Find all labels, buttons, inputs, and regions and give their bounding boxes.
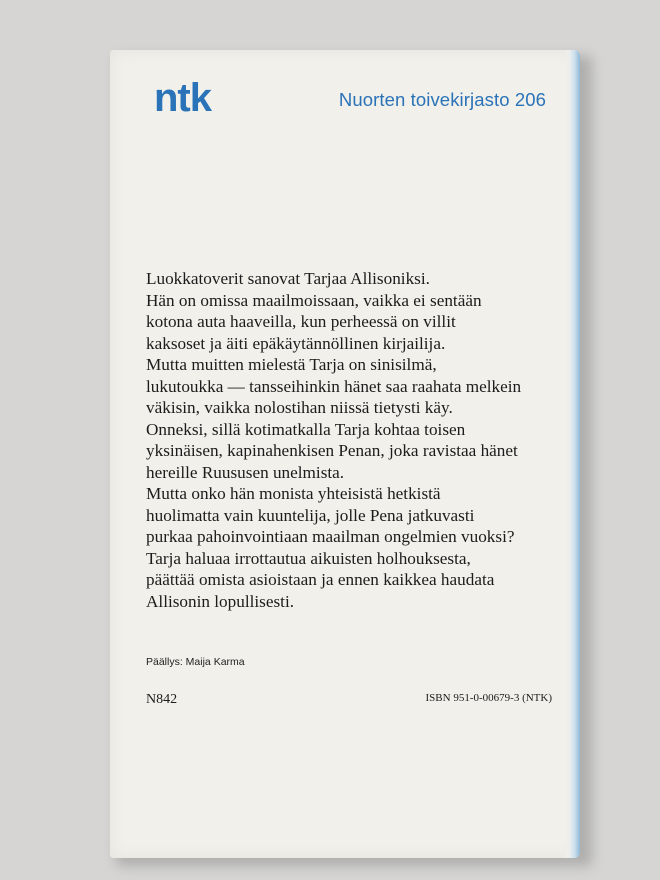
blurb-line: päättää omista asioistaan ja ennen kaikkea haudata xyxy=(146,570,495,589)
blurb-line: Mutta muitten mielestä Tarja on sinisilmä, xyxy=(146,355,437,374)
book-back-cover xyxy=(110,50,580,858)
publisher-logo: ntk xyxy=(154,76,211,120)
blurb-line: kaksoset ja äiti epäkäytännöllinen kirjailija. xyxy=(146,333,446,353)
blurb-line: Mutta onko hän monista yhteisistä hetkistä xyxy=(146,484,441,503)
isbn: ISBN 951-0-00679-3 (NTK) xyxy=(425,692,552,704)
blurb-line: yksinäisen, kapinahenkisen Penan, joka ravistaa hänet xyxy=(146,441,518,460)
series-title: Nuorten toivekirjasto 206 xyxy=(338,89,546,110)
blurb-line: lukutoukka — tansseihinkin hänet saa raahata melkein xyxy=(146,376,522,396)
blurb-line: huolimatta vain kuuntelija, jolle Pena jatkuvasti xyxy=(146,505,475,525)
blurb-line: Hän on omissa maailmoissaan, vaikka ei sentään xyxy=(146,290,482,310)
blurb-line: kotona auta haaveilla, kun perheessä on villit xyxy=(146,312,456,331)
blurb-line: purkaa pahoinvointiaan maailman ongelmien vuoksi? xyxy=(146,527,515,546)
spine-edge xyxy=(566,50,580,858)
blurb-line: hereille Ruususen unelmista. xyxy=(146,462,345,482)
blurb-line: Onneksi, sillä kotimatkalla Tarja kohtaa toisen xyxy=(146,419,466,439)
blurb-line: Luokkatoverit sanovat Tarjaa Allisoniksi. xyxy=(146,269,430,288)
catalog-code: N842 xyxy=(146,692,178,707)
blurb-line: Allisonin lopullisesti. xyxy=(146,591,295,611)
blurb-text xyxy=(146,268,566,612)
blurb-line: väkisin, vaikka nolostihan niissä tietysti käy. xyxy=(146,398,453,417)
cover-credit: Päällys: Maija Karma xyxy=(146,656,245,668)
blurb-line: Tarja haluaa irrottautua aikuisten holhouksesta, xyxy=(146,548,471,568)
